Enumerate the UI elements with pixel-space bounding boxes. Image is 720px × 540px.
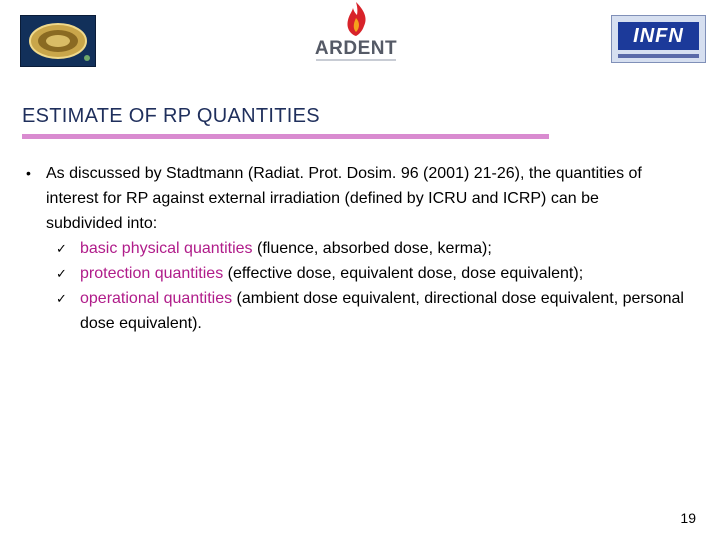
slide-body — [22, 161, 702, 336]
ardent-tagline-bar — [316, 59, 396, 61]
term-highlight: basic physical quantities — [80, 240, 253, 257]
check-item-basic — [56, 236, 702, 261]
title-underline — [22, 134, 549, 139]
page-number: 19 — [680, 510, 696, 526]
term-description: (effective dose, equivalent dose, dose equivalent); — [223, 265, 584, 282]
infn-tagline-bar — [618, 54, 699, 58]
bullet-item — [22, 161, 702, 236]
term-description: (fluence, absorbed dose, kerma); — [252, 240, 492, 257]
checkmark-icon: ✓ — [56, 291, 67, 306]
check-item-protection — [56, 261, 702, 286]
checkmark-icon: ✓ — [56, 266, 67, 281]
ardent-wordmark: ARDENT — [314, 38, 398, 59]
slide-title: ESTIMATE OF RP QUANTITIES — [22, 105, 320, 127]
flame-icon — [338, 0, 374, 38]
term-highlight: operational quantities — [80, 290, 233, 307]
check-item-operational — [56, 286, 702, 336]
bullet-text: As discussed by Stadtmann (Radiat. Prot. Dosim. 96 (2001) 21-26), the quantities of interest for RP against external irradiation (defined by ICRU and ICRP) can be subdivided into: — [46, 165, 642, 232]
check-list — [22, 236, 702, 336]
infn-logo — [611, 15, 706, 63]
term-description: (ambient dose equivalent, directional dose equivalent, personal dose equivalent). — [80, 290, 684, 332]
checkmark-icon: ✓ — [56, 241, 67, 256]
seal-logo — [20, 15, 96, 67]
ardent-logo — [310, 0, 402, 66]
bullet-marker: • — [26, 165, 31, 181]
term-highlight: protection quantities — [80, 265, 224, 282]
infn-wordmark: INFN — [618, 22, 699, 50]
